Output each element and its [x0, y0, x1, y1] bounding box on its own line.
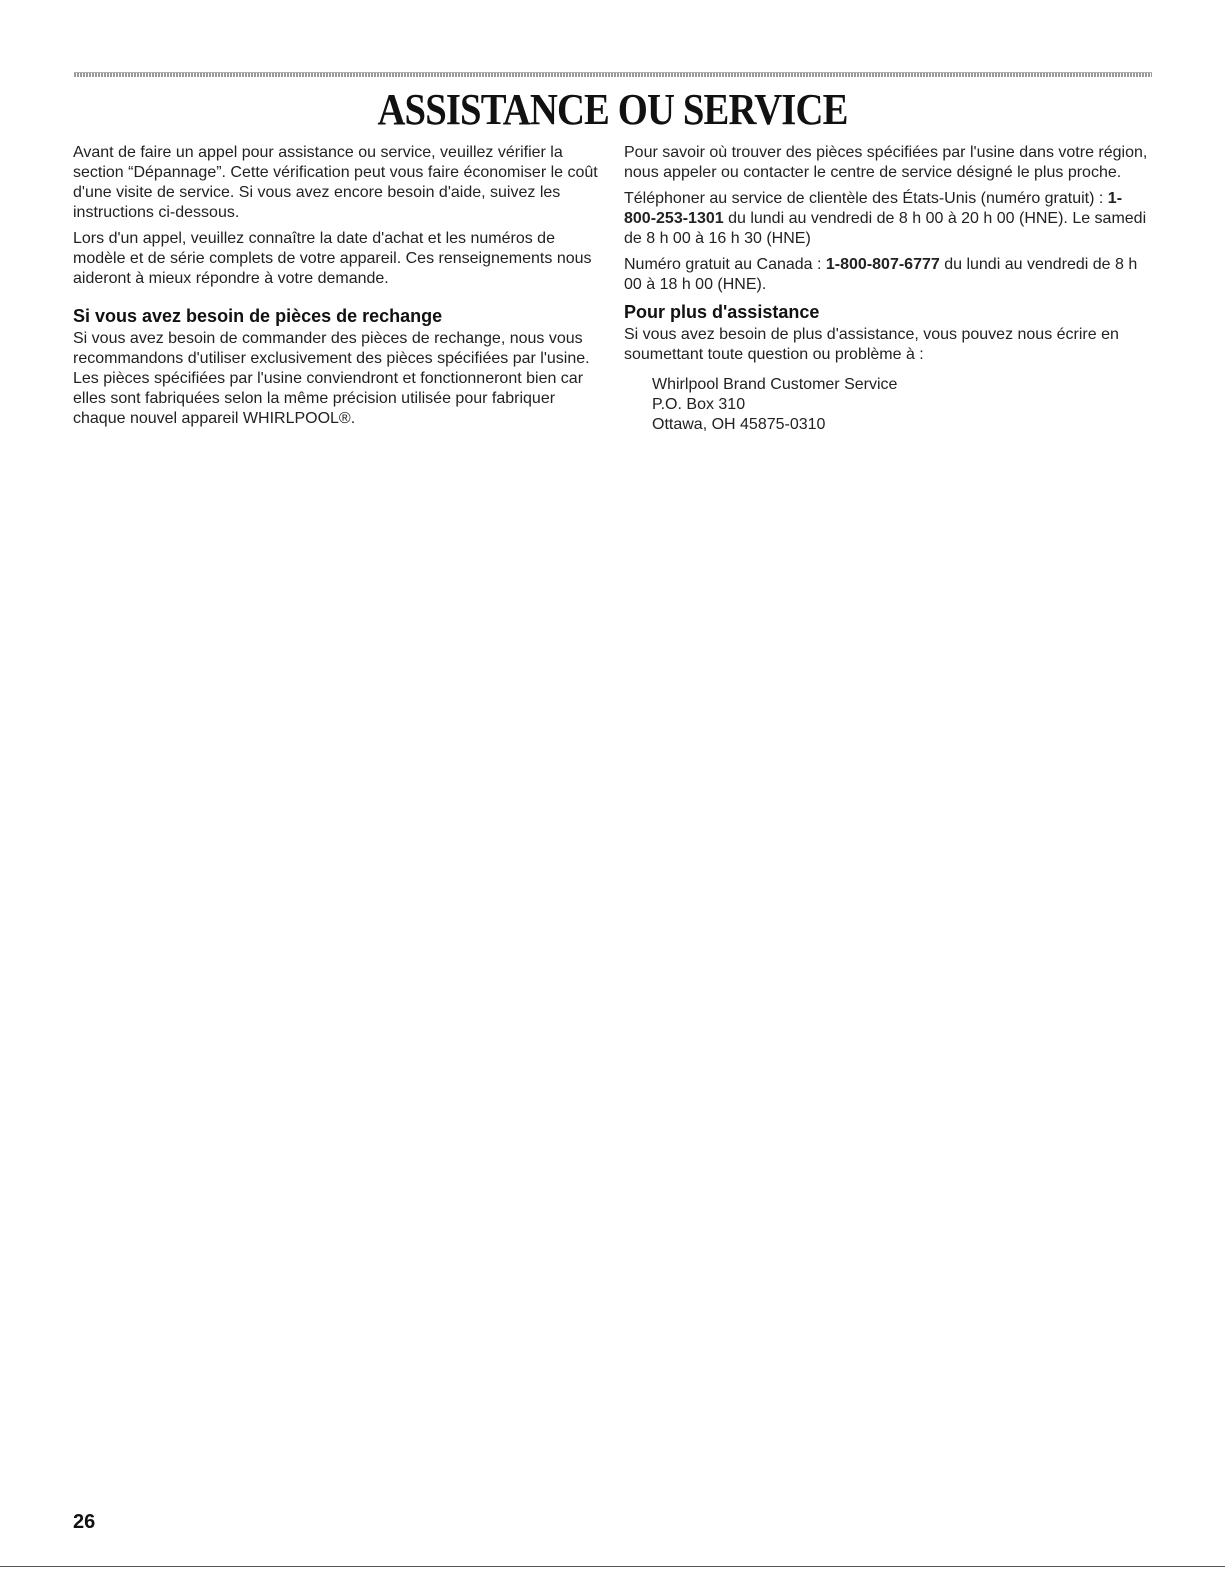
more-assistance-heading: Pour plus d'assistance	[624, 302, 820, 322]
parts-location-paragraph: Pour savoir où trouver des pièces spécifiées par l'usine dans votre région, nous appeler ou contacter le centre de service désigné le plus proche.	[624, 144, 1148, 181]
address-line: Ottawa, OH 45875-0310	[652, 416, 826, 433]
right-column	[624, 143, 1154, 435]
canada-phone-number: 1-800-807-6777	[825, 256, 940, 273]
top-divider	[74, 72, 1152, 77]
canada-phone-prefix: Numéro gratuit au Canada :	[624, 256, 826, 273]
bottom-divider	[0, 1566, 1225, 1567]
page-title: ASSISTANCE OU SERVICE	[377, 85, 848, 134]
more-assistance-paragraph: Si vous avez besoin de plus d'assistance, vous pouvez nous écrire en soumettant toute question ou problème à :	[624, 326, 1119, 363]
left-column	[73, 143, 598, 435]
us-phone-paragraph	[624, 189, 1154, 249]
call-info-paragraph: Lors d'un appel, veuillez connaître la date d'achat et les numéros de modèle et de série complets de votre appareil. Ces renseignements nous aideront à mieux répondre à votre demande.	[73, 230, 592, 287]
replacement-parts-heading: Si vous avez besoin de pièces de rechange	[73, 306, 443, 326]
us-phone-suffix: du lundi au vendredi de 8 h 00 à 20 h 00 (HNE). Le samedi de 8 h 00 à 16 h 30 (HNE)	[624, 210, 1147, 247]
replacement-parts-paragraph: Si vous avez besoin de commander des pièces de rechange, nous vous recommandons d'utiliser exclusivement des pièces spécifiées par l'usine. Les pièces spécifiées par l'usine conviendront et fonctionneront bien car elles sont fabriquées selon la même précision utilisée pour fabriquer chaque nouvel appareil WHIRLPOOL®.	[73, 330, 590, 427]
page-number: 26	[73, 1511, 96, 1533]
us-phone-number: 1-800-253-1301	[624, 190, 1123, 227]
mailing-address	[652, 375, 1154, 435]
canada-phone-suffix: du lundi au vendredi de 8 h 00 à 18 h 00 (HNE).	[624, 256, 1138, 293]
canada-phone-paragraph	[624, 255, 1154, 295]
address-line: P.O. Box 310	[652, 396, 746, 413]
address-line: Whirlpool Brand Customer Service	[652, 376, 898, 393]
us-phone-prefix: Téléphoner au service de clientèle des États-Unis (numéro gratuit) :	[624, 190, 1108, 207]
intro-paragraph: Avant de faire un appel pour assistance ou service, veuillez vérifier la section “Dépannage”. Cette vérification peut vous faire économiser le coût d'une visite de service. Si vous avez encore besoin d'aide, suivez les instructions ci-dessous.	[73, 144, 598, 221]
